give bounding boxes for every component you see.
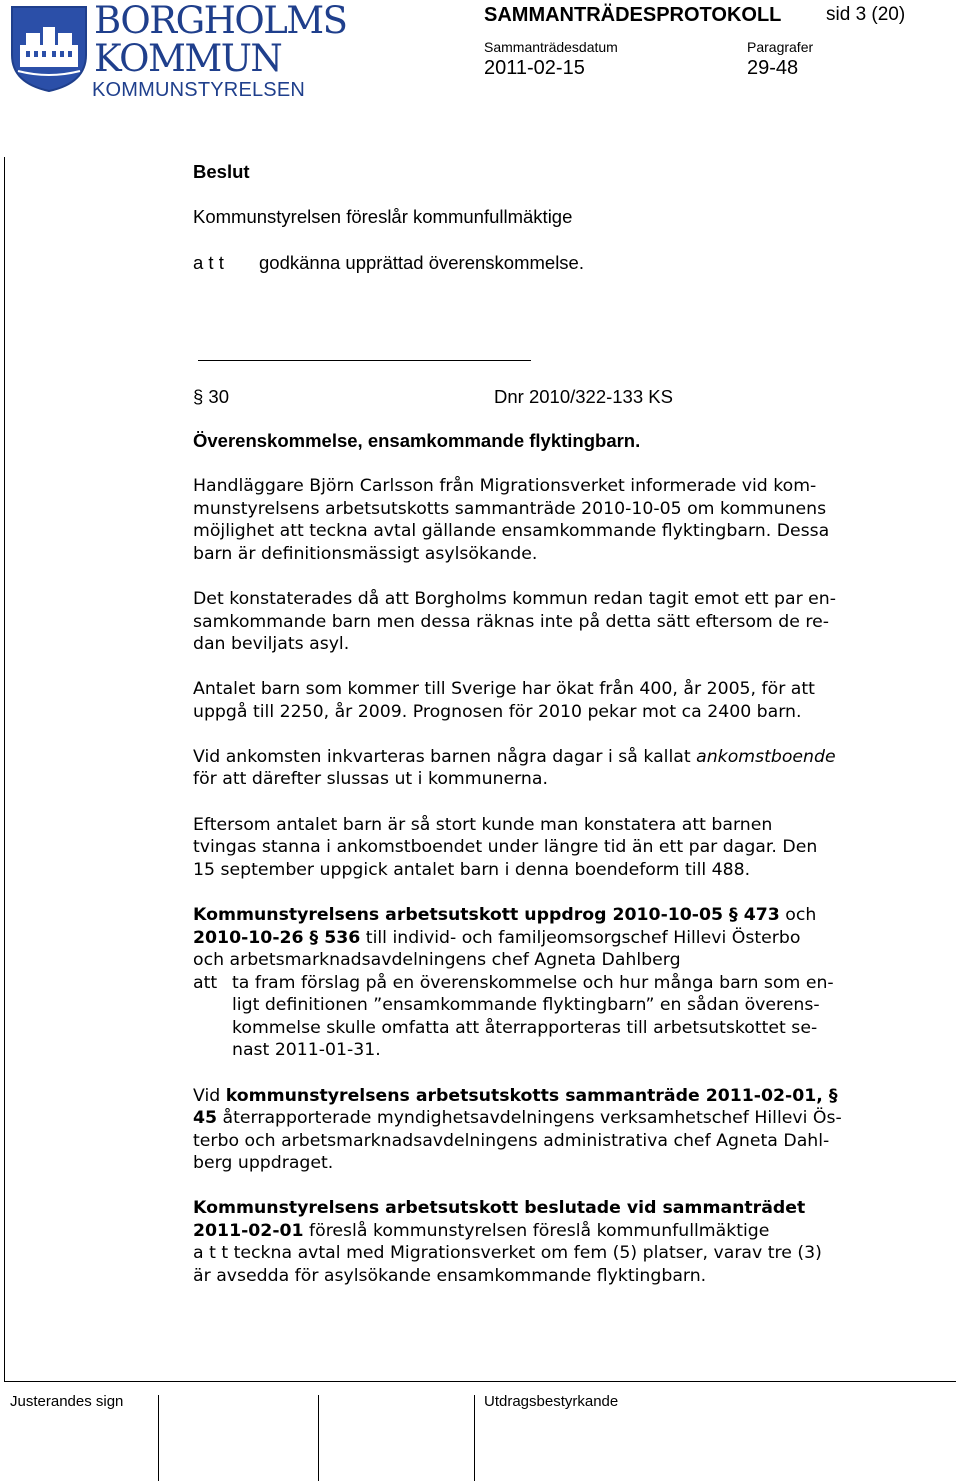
p1-line: munstyrelsens arbetsutskotts sammanträde 2010-10-05 om kommunens [193, 499, 827, 519]
p8-line3 [193, 1242, 822, 1265]
p7-bold: kommunstyrelsens arbetsutskotts sammanträde 2011-02-01, § [225, 1086, 838, 1106]
brand-name-line2: KOMMUN [94, 37, 282, 80]
p7-line4: berg uppdraget. [193, 1153, 334, 1173]
footer-rule [4, 1381, 956, 1382]
extract-certification-label: Utdragsbestyrkande [484, 1393, 619, 1410]
p6-att: att [193, 973, 218, 993]
p6-list-line: nast 2011-01-31. [232, 1040, 381, 1060]
p8-att: a t t [193, 1243, 229, 1263]
p7-line1 [193, 1085, 837, 1108]
p8-bold-date: 2011-02-01 [193, 1221, 304, 1241]
p1-line: möjlighet att teckna avtal gällande ensamkommande flyktingbarn. Dessa [193, 521, 830, 541]
decision-line: Kommunstyrelsen föreslår kommunfullmäktige [193, 206, 573, 227]
p1-line: Handläggare Björn Carlsson från Migrationsverket informerade vid kom- [193, 476, 817, 496]
p7-vid: Vid [193, 1086, 226, 1106]
p5-line: 15 september uppgick antalet barn i denna boendeform till 488. [193, 860, 751, 880]
meeting-date-label: Sammanträdesdatum [484, 39, 618, 55]
p3-line: uppgå till 2250, år 2009. Prognosen för 2010 pekar mot ca 2400 barn. [193, 702, 802, 722]
p6-line1 [193, 904, 816, 927]
case-number: Dnr 2010/322-133 KS [494, 386, 673, 407]
p8-line4: är avsedda för asylsökande ensamkommande flyktingbarn. [193, 1266, 707, 1286]
page-indicator: sid 3 (20) [826, 4, 906, 25]
signature-box-divider [318, 1395, 319, 1481]
p4-text: Vid ankomsten inkvarteras barnen några dagar i så kallat [193, 747, 697, 767]
p8-line2 [193, 1220, 769, 1243]
signature-label: Justerandes sign [10, 1393, 124, 1410]
brand-name-line1: BORGHOLMS [94, 0, 347, 42]
p2-line: samkommande barn men dessa räknas inte på detta sätt eftersom de re- [193, 612, 829, 632]
p3-line: Antalet barn som kommer till Sverige har ökat från 400, år 2005, för att [193, 679, 815, 699]
p7-line2 [193, 1107, 842, 1130]
decision-att: a t t [193, 252, 224, 273]
signature-box-divider [474, 1395, 475, 1481]
separator [198, 360, 531, 361]
p8-line1: Kommunstyrelsens arbetsutskott beslutade vid sammanträdet [193, 1198, 806, 1218]
meeting-date: 2011-02-15 [484, 57, 585, 79]
castle-coat-of-arms-icon [10, 5, 88, 93]
p6-bold-date: 2010-10-26 § 536 [193, 928, 361, 948]
left-margin-rule [4, 157, 5, 1381]
document-title: SAMMANTRÄDESPROTOKOLL [484, 4, 782, 26]
p7-bold-num: 45 [193, 1108, 218, 1128]
p6-line3: och arbetsmarknadsavdelningens chef Agneta Dahlberg [193, 950, 681, 970]
p6-list-line: ta fram förslag på en överenskommelse och hur många barn som en- [232, 973, 834, 993]
p5-line: Eftersom antalet barn är så stort kunde man konstatera att barnen [193, 815, 773, 835]
p7-rest: återrapporterade myndighetsavdelningens verksamhetschef Hillevi Ös- [217, 1108, 842, 1128]
p2-line: dan beviljats asyl. [193, 634, 350, 654]
p8-text: teckna avtal med Migrationsverket om fem (5) platser, varav tre (3) [228, 1243, 822, 1263]
signature-box-divider [158, 1395, 159, 1481]
decision-text: godkänna upprättad överenskommelse. [259, 252, 584, 273]
p4-line2: för att därefter slussas ut i kommunerna. [193, 769, 548, 789]
paragraph-number: § 30 [193, 386, 230, 407]
paragraphs-range: 29-48 [747, 57, 799, 79]
p8-rest: föreslå kommunstyrelsen föreslå kommunfullmäktige [303, 1221, 770, 1241]
p2-line: Det konstaterades då att Borgholms kommun redan tagit emot ett par en- [193, 589, 836, 609]
p6-line2 [193, 927, 800, 950]
p6-rest: till individ- och familjeomsorgschef Hillevi Österbo [360, 928, 801, 948]
p5-line: tvingas stanna i ankomstboendet under längre tid än ett par dagar. Den [193, 837, 818, 857]
p4-emphasis: ankomstboende [696, 747, 836, 767]
org-unit: KOMMUNSTYRELSEN [92, 79, 306, 101]
p6-list-line: kommelse skulle omfatta att återrapporteras till arbetsutskottet se- [232, 1018, 818, 1038]
p6-bold: Kommunstyrelsens arbetsutskott uppdrog 2010-10-05 § 473 [193, 905, 780, 925]
p6-och: och [779, 905, 817, 925]
p6-list-line: ligt definitionen ”ensamkommande flyktingbarn” en sådan överens- [232, 995, 820, 1015]
paragraphs-label: Paragrafer [747, 39, 814, 55]
decision-heading: Beslut [193, 161, 250, 182]
p1-line: barn är definitionsmässigt asylsökande. [193, 544, 538, 564]
item-title: Överenskommelse, ensamkommande flyktingbarn. [193, 430, 641, 451]
p4-line [193, 746, 836, 769]
p7-line3: terbo och arbetsmarknadsavdelningens administrativa chef Agneta Dahl- [193, 1131, 830, 1151]
